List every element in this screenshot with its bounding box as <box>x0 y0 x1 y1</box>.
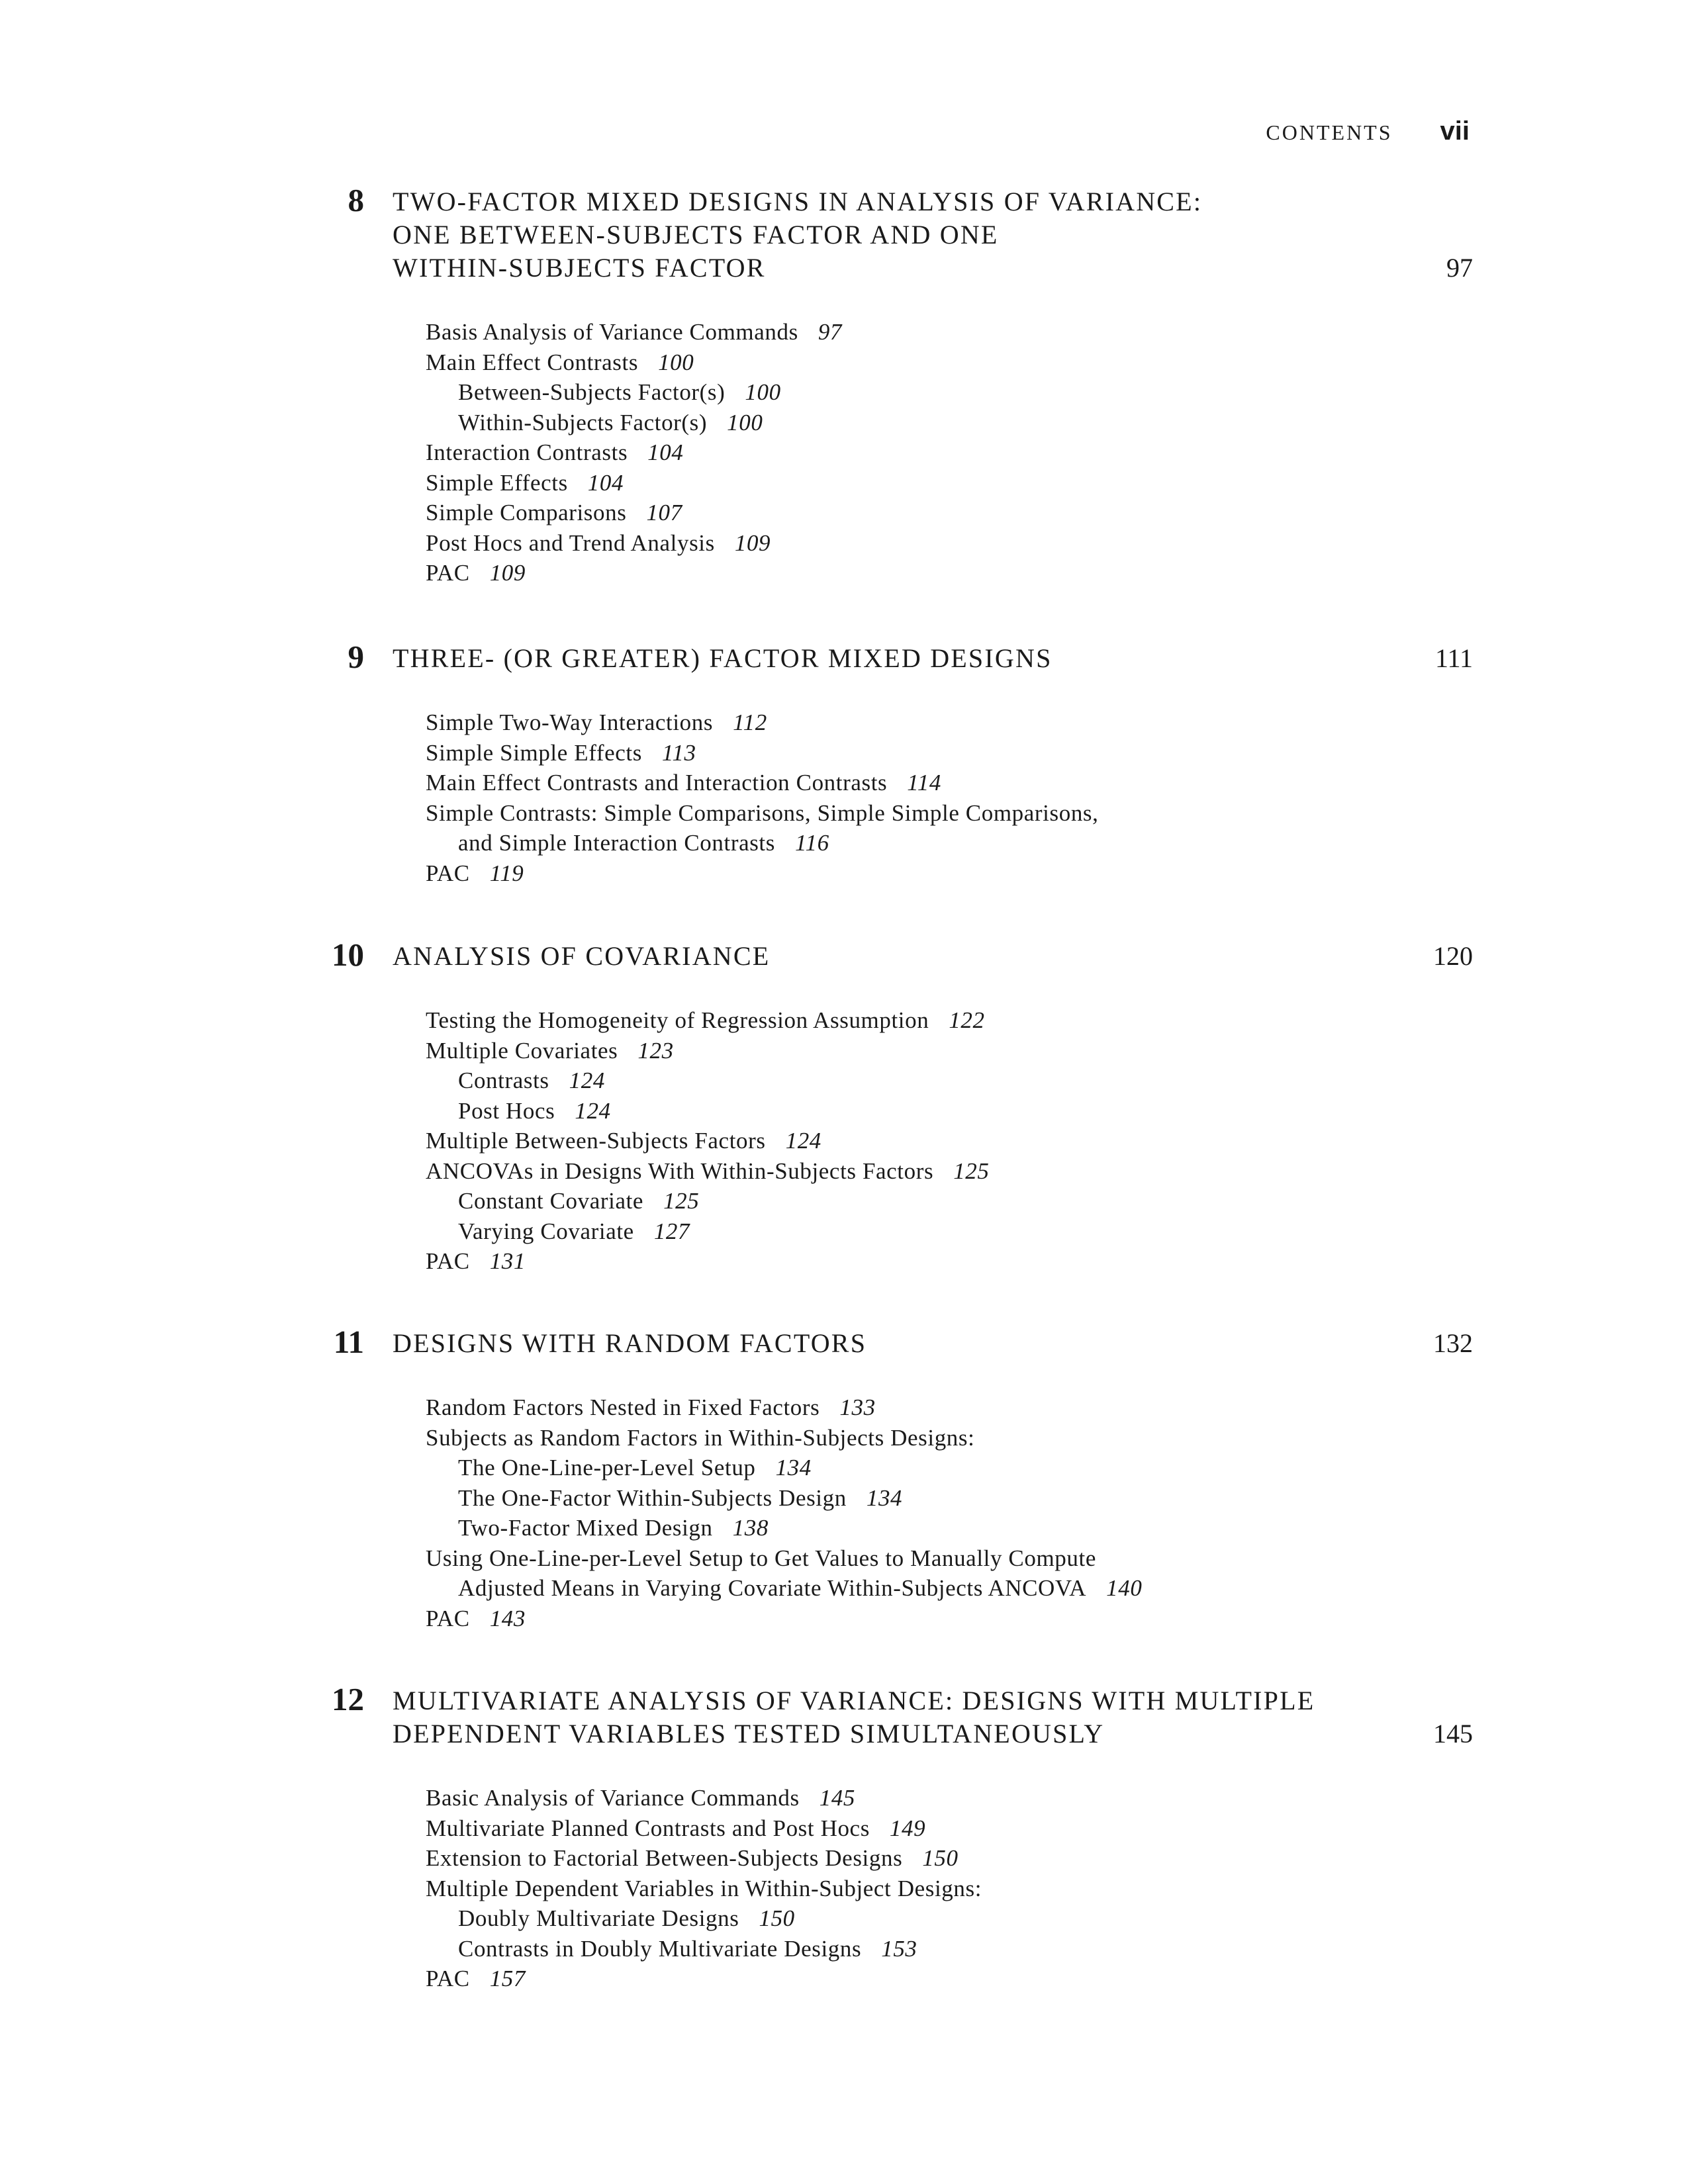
entry-text: The One-Factor Within-Subjects Design <box>458 1484 847 1511</box>
entry-text: Basis Analysis of Variance Commands <box>426 319 798 345</box>
entry-text: Simple Simple Effects <box>426 739 642 766</box>
entry-page: 97 <box>818 319 843 345</box>
toc-entry[interactable] <box>426 858 1551 889</box>
toc-entry[interactable] <box>426 1783 1551 1813</box>
entry-page: 116 <box>794 830 829 856</box>
entry-page: 100 <box>745 379 781 405</box>
chapter-entries <box>426 1005 1551 1277</box>
entry-text: PAC <box>426 560 470 586</box>
chapter-number: 11 <box>333 1324 364 1360</box>
entry-text: Main Effect Contrasts and Interaction Contrasts <box>426 770 888 796</box>
chapter-entries <box>426 1392 1551 1633</box>
entry-text: Interaction Contrasts <box>426 439 628 465</box>
entry-page: 138 <box>732 1515 769 1541</box>
toc-entry[interactable] <box>426 1543 1551 1574</box>
entry-text: The One-Line-per-Level Setup <box>458 1455 756 1480</box>
entry-page: 124 <box>569 1068 605 1093</box>
entry-text: Between-Subjects Factor(s) <box>458 379 726 405</box>
entry-page: 134 <box>866 1484 903 1511</box>
toc-entry[interactable] <box>426 528 1551 559</box>
entry-text: Contrasts in Doubly Multivariate Designs <box>458 1935 862 1962</box>
entry-page: 113 <box>661 739 696 766</box>
chapter-title: MULTIVARIATE ANALYSIS OF VARIANCE: DESIGNS WITH MULTIPLE DEPENDENT VARIABLES TESTED SIMULTANEOUSLY <box>393 1686 1315 1749</box>
entry-page: 157 <box>489 1966 526 1991</box>
toc-entry[interactable] <box>426 1813 1551 1844</box>
entry-text: PAC <box>426 1966 470 1991</box>
chapter-title: ANALYSIS OF COVARIANCE <box>393 941 771 971</box>
toc-entry[interactable] <box>426 798 1551 829</box>
entry-text: and Simple Interaction Contrasts <box>458 830 775 856</box>
running-head-title: CONTENTS <box>1266 120 1393 144</box>
entry-text: PAC <box>426 1605 470 1631</box>
entry-page: 131 <box>489 1248 526 1274</box>
toc-entry[interactable] <box>426 468 1551 498</box>
entry-page: 127 <box>653 1218 690 1244</box>
entry-text: ANCOVAs in Designs With Within-Subjects Factors <box>426 1158 934 1184</box>
entry-text: Subjects as Random Factors in Within-Subjects Designs: <box>426 1424 975 1451</box>
chapter-page: 145 <box>1433 1719 1473 1749</box>
entry-page: 107 <box>646 500 682 525</box>
entry-page: 100 <box>727 409 763 435</box>
toc-subentry[interactable] <box>426 377 1551 408</box>
toc-subentry[interactable] <box>426 408 1551 438</box>
entry-text: Post Hocs <box>458 1097 555 1124</box>
page-number: vii <box>1440 116 1470 146</box>
toc-subentry[interactable] <box>426 1903 1551 1934</box>
entry-text: Within-Subjects Factor(s) <box>458 409 708 435</box>
entry-text: Extension to Factorial Between-Subjects Designs <box>426 1845 903 1871</box>
toc-entry[interactable] <box>426 1246 1551 1277</box>
chapter-page: 111 <box>1434 643 1473 673</box>
entry-text: Using One-Line-per-Level Setup to Get Values to Manually Compute <box>426 1545 1096 1571</box>
chapter-number: 12 <box>332 1681 364 1717</box>
chapter-title: THREE- (OR GREATER) FACTOR MIXED DESIGNS <box>393 643 1053 673</box>
entry-text: Varying Covariate <box>458 1218 634 1244</box>
entry-page: 114 <box>907 770 941 796</box>
toc-entry[interactable] <box>426 317 1551 347</box>
chapter-entries <box>426 1783 1551 1994</box>
chapter-title: DESIGNS WITH RANDOM FACTORS <box>393 1328 867 1358</box>
toc-subentry[interactable] <box>426 1483 1551 1514</box>
toc-entry[interactable] <box>426 1156 1551 1187</box>
entry-page: 119 <box>489 860 524 886</box>
entry-text: Simple Comparisons <box>426 500 627 525</box>
entry-text: Simple Contrasts: Simple Comparisons, Simple Simple Comparisons, <box>426 799 1099 826</box>
entry-text: Simple Effects <box>426 469 568 496</box>
entry-text: Testing the Homogeneity of Regression Assumption <box>426 1007 929 1033</box>
entry-text: Multiple Between-Subjects Factors <box>426 1128 766 1154</box>
entry-page: 134 <box>775 1455 812 1480</box>
entry-text: Multiple Dependent Variables in Within-Subject Designs: <box>426 1875 982 1901</box>
entry-text: Two-Factor Mixed Design <box>458 1515 713 1541</box>
toc-subentry[interactable] <box>426 828 1551 858</box>
entry-page: 104 <box>647 439 684 465</box>
chapter-page: 132 <box>1433 1328 1473 1358</box>
toc-subentry[interactable] <box>426 1066 1551 1096</box>
toc-entry[interactable] <box>426 1005 1551 1036</box>
entry-page: 140 <box>1106 1575 1143 1601</box>
entry-page: 149 <box>889 1815 926 1841</box>
entry-page: 122 <box>949 1007 985 1033</box>
entry-page: 109 <box>734 529 771 556</box>
toc-entry[interactable] <box>426 1843 1551 1874</box>
entry-page: 145 <box>819 1785 856 1811</box>
chapter-number: 10 <box>332 936 364 973</box>
toc-subentry[interactable] <box>426 1216 1551 1247</box>
entry-text: Adjusted Means in Varying Covariate Within-Subjects ANCOVA <box>458 1575 1087 1601</box>
toc-subentry[interactable] <box>426 1096 1551 1126</box>
entry-page: 125 <box>663 1188 700 1214</box>
entry-page: 133 <box>839 1394 876 1420</box>
entry-page: 124 <box>785 1128 821 1154</box>
toc-entry[interactable] <box>426 1423 1551 1453</box>
entry-page: 123 <box>637 1037 674 1064</box>
entry-page: 150 <box>759 1905 795 1931</box>
entry-page: 100 <box>658 349 694 375</box>
running-head <box>1266 116 1470 146</box>
toc-entry[interactable] <box>426 347 1551 378</box>
entry-text: Multivariate Planned Contrasts and Post Hocs <box>426 1815 870 1841</box>
toc-entry[interactable] <box>426 558 1551 588</box>
toc-entry[interactable] <box>426 738 1551 768</box>
toc-entry[interactable] <box>426 1036 1551 1066</box>
chapter-entries <box>426 707 1551 888</box>
toc-entry[interactable] <box>426 1604 1551 1634</box>
chapter-title: TWO-FACTOR MIXED DESIGNS IN ANALYSIS OF VARIANCE: ONE BETWEEN-SUBJECTS FACTOR AND ONE WITHIN-SUBJECTS FACTOR <box>393 187 1203 283</box>
toc-entry[interactable] <box>426 437 1551 468</box>
chapter-number: 9 <box>348 639 364 675</box>
entry-page: 112 <box>733 709 767 735</box>
toc-entry[interactable] <box>426 768 1551 798</box>
toc-entry[interactable] <box>426 1126 1551 1156</box>
chapter-page: 120 <box>1433 941 1473 971</box>
toc-subentry[interactable] <box>426 1573 1551 1604</box>
entry-text: Simple Two-Way Interactions <box>426 709 714 735</box>
entry-page: 150 <box>922 1845 959 1871</box>
toc-subentry[interactable] <box>426 1934 1551 1964</box>
entry-text: Post Hocs and Trend Analysis <box>426 529 715 556</box>
entry-text: Doubly Multivariate Designs <box>458 1905 739 1931</box>
entry-page: 109 <box>489 560 526 586</box>
entry-text: Random Factors Nested in Fixed Factors <box>426 1394 820 1420</box>
toc-subentry[interactable] <box>426 1186 1551 1216</box>
chapter-entries <box>426 317 1551 588</box>
entry-text: Multiple Covariates <box>426 1037 618 1064</box>
entry-text: PAC <box>426 860 470 886</box>
entry-page: 125 <box>953 1158 990 1184</box>
entry-text: PAC <box>426 1248 470 1274</box>
entry-page: 153 <box>881 1935 917 1962</box>
chapter-page: 97 <box>1446 253 1473 283</box>
toc-subentry[interactable] <box>426 1453 1551 1483</box>
toc-entry[interactable] <box>426 1964 1551 1994</box>
entry-text: Contrasts <box>458 1068 549 1093</box>
entry-page: 104 <box>587 469 624 496</box>
chapter-number: 8 <box>348 182 364 218</box>
entry-text: Main Effect Contrasts <box>426 349 639 375</box>
toc-entry[interactable] <box>426 1874 1551 1904</box>
entry-page: 143 <box>489 1605 526 1631</box>
entry-page: 124 <box>575 1097 611 1124</box>
toc-entry[interactable] <box>426 1392 1551 1423</box>
toc-entry[interactable] <box>426 707 1551 738</box>
entry-text: Constant Covariate <box>458 1188 644 1214</box>
entry-text: Basic Analysis of Variance Commands <box>426 1785 800 1811</box>
toc-entry[interactable] <box>426 498 1551 528</box>
toc-subentry[interactable] <box>426 1513 1551 1543</box>
